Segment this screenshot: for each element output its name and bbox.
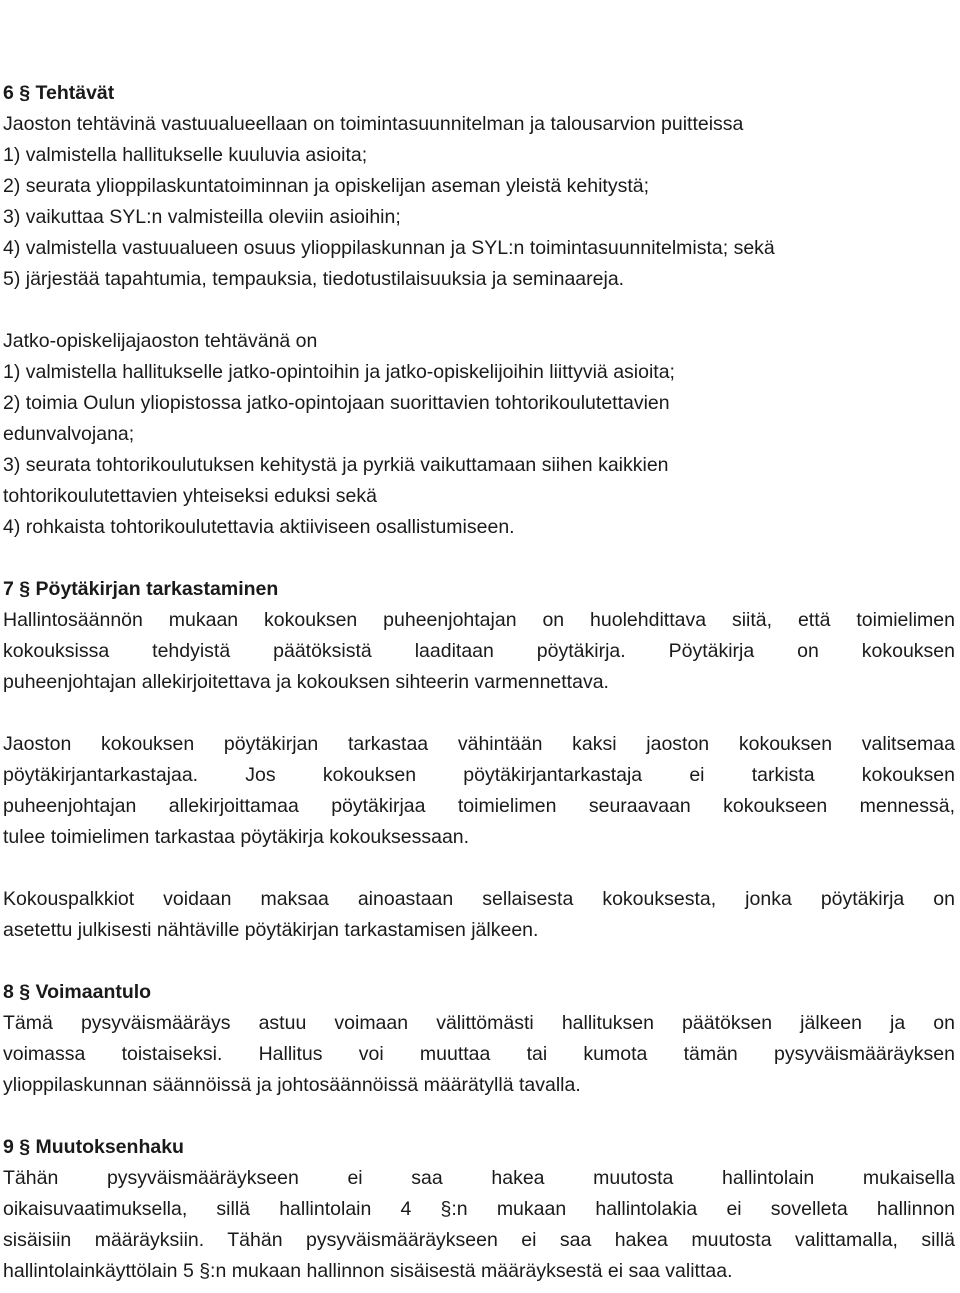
section-6 [3, 78, 955, 574]
text-line: ylioppilaskunnan säännöissä ja johtosäännöissä määrätyllä tavalla. [3, 1074, 581, 1096]
text-line: Tähän pysyväismääräykseen ei saa hakea muutosta hallintolain mukaisella [3, 1167, 955, 1189]
text-line: puheenjohtajan allekirjoittamaa pöytäkirjaa toimielimen seuraavaan kokoukseen mennessä, [3, 795, 955, 817]
paragraph [3, 109, 955, 295]
text-line: Jaoston tehtävinä vastuualueellaan on toimintasuunnitelman ja talousarvion puitteissa [3, 113, 744, 135]
paragraph [3, 1163, 955, 1287]
text-line: Kokouspalkkiot voidaan maksaa ainoastaan sellaisesta kokouksesta, jonka pöytäkirja on [3, 888, 955, 910]
text-line: puheenjohtajan allekirjoitettava ja kokouksen sihteerin varmennettava. [3, 671, 609, 693]
text-line: 2) toimia Oulun yliopistossa jatko-opintojaan suorittavien tohtorikoulutettavien [3, 392, 670, 414]
section-heading: 7 § Pöytäkirjan tarkastaminen [3, 578, 279, 600]
text-line: edunvalvojana; [3, 423, 135, 445]
text-line: pöytäkirjantarkastajaa. Jos kokouksen pöytäkirjantarkastaja ei tarkista kokouksen [3, 764, 955, 786]
text-line: voimassa toistaiseksi. Hallitus voi muuttaa tai kumota tämän pysyväismääräyksen [3, 1043, 955, 1065]
section-8 [3, 977, 955, 1132]
text-line: tulee toimielimen tarkastaa pöytäkirja kokouksessaan. [3, 826, 470, 848]
text-line: Jaoston kokouksen pöytäkirjan tarkastaa vähintään kaksi jaoston kokouksen valitsemaa [3, 733, 955, 755]
text-line: 5) järjestää tapahtumia, tempauksia, tiedotustilaisuuksia ja seminaareja. [3, 268, 625, 290]
section-heading: 6 § Tehtävät [3, 82, 115, 104]
paragraph-gap [3, 698, 955, 729]
section-heading: 9 § Muutoksenhaku [3, 1136, 184, 1158]
section-gap [3, 1101, 955, 1132]
text-line: oikaisuvaatimuksella, sillä hallintolain 4 §:n mukaan hallintolakia ei sovelleta hallinnon [3, 1198, 955, 1220]
document-page [3, 78, 955, 1287]
section-heading: 8 § Voimaantulo [3, 981, 152, 1003]
section-7 [3, 574, 955, 977]
section-gap [3, 946, 955, 977]
text-line: 1) valmistella hallitukselle jatko-opintoihin ja jatko-opiskelijoihin liittyviä asioita; [3, 361, 675, 383]
section-9 [3, 1132, 955, 1287]
text-line: Hallintosäännön mukaan kokouksen puheenjohtajan on huolehdittava siitä, että toimielimen [3, 609, 955, 631]
text-line: 4) valmistella vastuualueen osuus ylioppilaskunnan ja SYL:n toimintasuunnitelmista; sekä [3, 237, 775, 259]
paragraph-gap [3, 853, 955, 884]
paragraph [3, 605, 955, 698]
text-line: sisäisiin määräyksiin. Tähän pysyväismääräykseen ei saa hakea muutosta valittamalla, sillä [3, 1229, 955, 1251]
text-line: 2) seurata ylioppilaskuntatoiminnan ja opiskelijan aseman yleistä kehitystä; [3, 175, 650, 197]
text-line: 1) valmistella hallitukselle kuuluvia asioita; [3, 144, 368, 166]
paragraph-gap [3, 295, 955, 326]
text-line: Jatko-opiskelijajaoston tehtävänä on [3, 330, 318, 352]
paragraph [3, 326, 955, 543]
text-line: Tämä pysyväismääräys astuu voimaan välittömästi hallituksen päätöksen jälkeen ja on [3, 1012, 955, 1034]
text-line: kokouksissa tehdyistä päätöksistä laaditaan pöytäkirja. Pöytäkirja on kokouksen [3, 640, 955, 662]
paragraph [3, 729, 955, 853]
section-gap [3, 543, 955, 574]
text-line: hallintolainkäyttölain 5 §:n mukaan hallinnon sisäisestä määräyksestä ei saa valittaa. [3, 1260, 733, 1282]
text-line: asetettu julkisesti nähtäville pöytäkirjan tarkastamisen jälkeen. [3, 919, 539, 941]
text-line: tohtorikoulutettavien yhteiseksi eduksi sekä [3, 485, 377, 507]
text-line: 3) vaikuttaa SYL:n valmisteilla oleviin asioihin; [3, 206, 401, 228]
text-line: 3) seurata tohtorikoulutuksen kehitystä ja pyrkiä vaikuttamaan siihen kaikkien [3, 454, 669, 476]
paragraph [3, 1008, 955, 1101]
text-line: 4) rohkaista tohtorikoulutettavia aktiiviseen osallistumiseen. [3, 516, 515, 538]
paragraph [3, 884, 955, 946]
